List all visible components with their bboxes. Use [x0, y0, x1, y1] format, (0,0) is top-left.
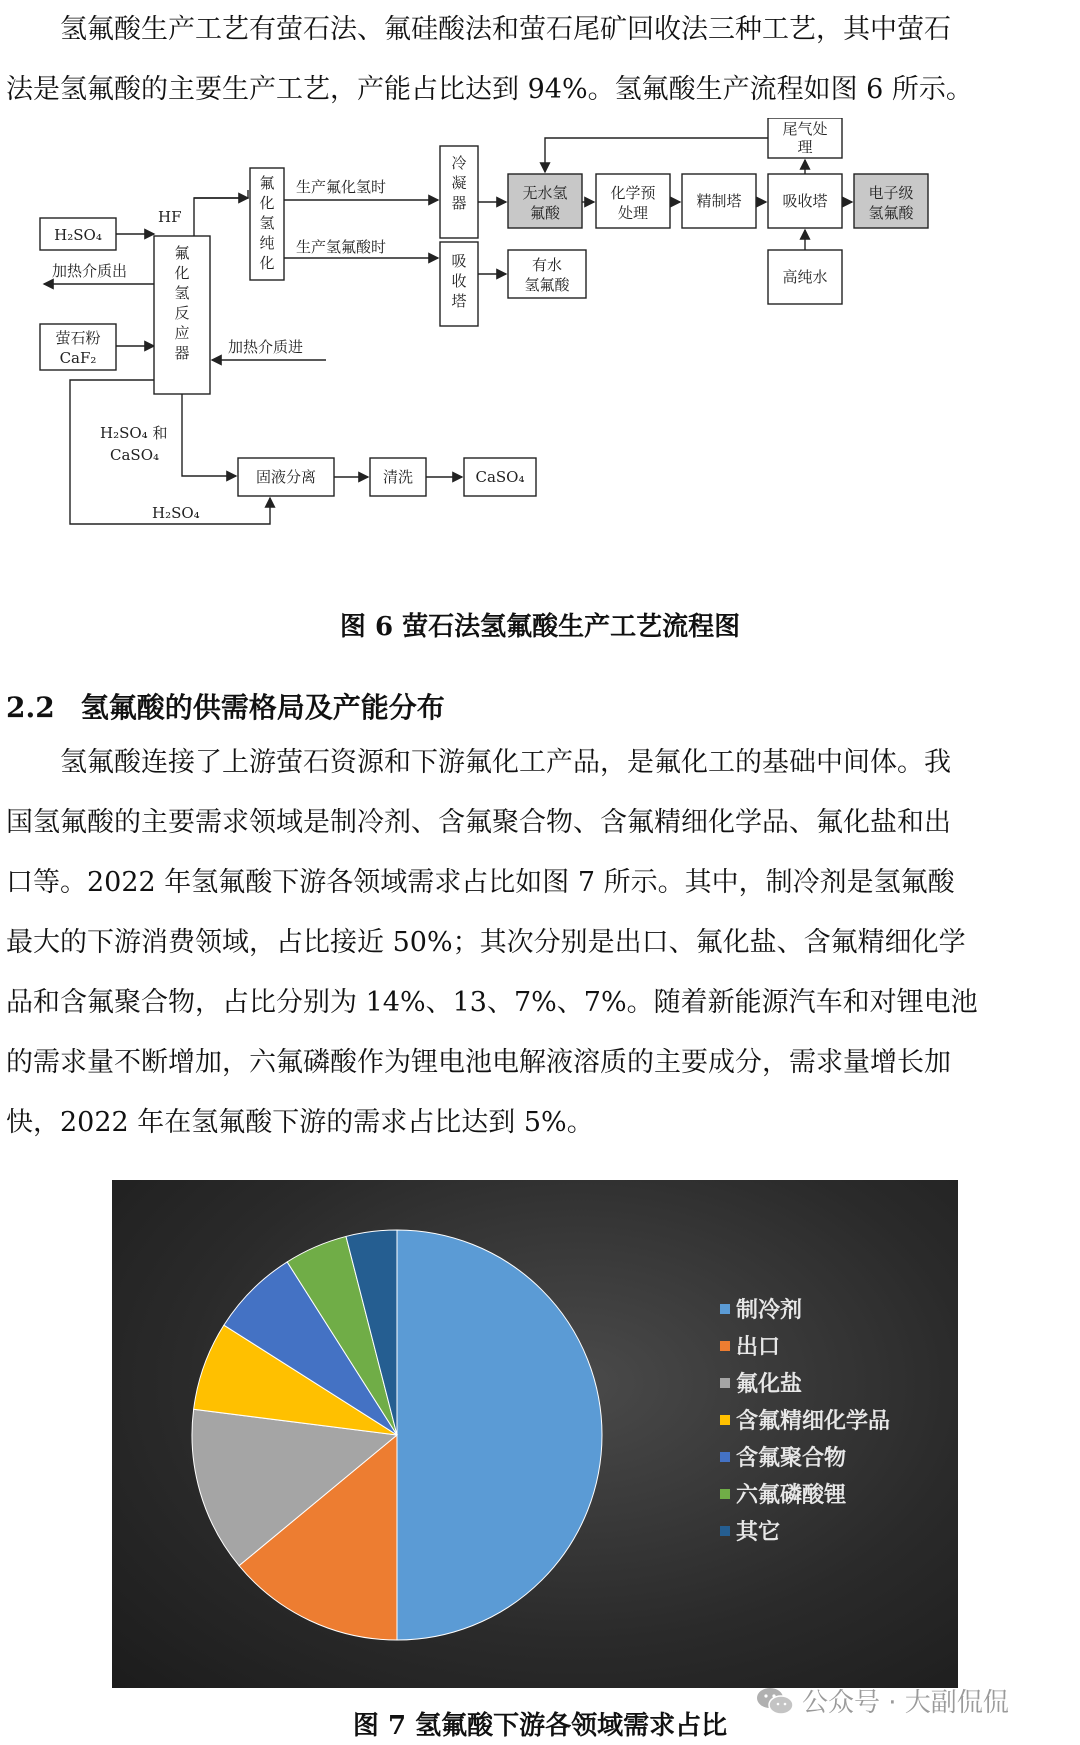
anhydrous-label-2: 氟酸	[529, 204, 561, 222]
figure6-flowchart	[30, 118, 930, 538]
fluorite-label-2: CaF₂	[59, 349, 97, 367]
absorber1-char-2: 收	[451, 272, 467, 290]
reactor-char-4: 反	[174, 304, 190, 322]
supply-line-4: 最大的下游消费领域，占比接近 50%；其次分别是出口、氟化盐、含氟精细化学	[6, 927, 966, 958]
wechat-icon	[756, 1686, 794, 1716]
pie-slice-0	[397, 1230, 602, 1640]
separation-label: 固液分离	[255, 468, 317, 486]
condenser-char-1: 冷	[451, 154, 467, 172]
reactor-char-6: 器	[174, 344, 190, 362]
legend-label-3: 含氟精细化学品	[736, 1409, 891, 1434]
produce-hf-label: 生产氟化氢时	[296, 178, 387, 196]
pretreat-label-1: 化学预	[610, 184, 656, 202]
absorber2-label: 吸收塔	[782, 192, 828, 210]
purewater-label: 高纯水	[782, 268, 828, 286]
absorber1-char-3: 塔	[451, 292, 467, 310]
legend-swatch-0	[720, 1304, 730, 1314]
condenser-char-3: 器	[451, 194, 467, 212]
h2so4-caso4-label-2: CaSO₄	[110, 446, 160, 464]
legend-swatch-4	[720, 1452, 730, 1462]
legend-swatch-3	[720, 1415, 730, 1425]
rectifier-label: 精制塔	[696, 192, 742, 210]
heat-out-label: 加热介质出	[52, 262, 128, 280]
supply-line-3: 口等。2022 年氢氟酸下游各领域需求占比如图 7 所示。其中，制冷剂是氢氟酸	[6, 867, 955, 898]
tailgas-label-2: 理	[797, 138, 813, 156]
absorber1-char-1: 吸	[451, 252, 467, 270]
fluorite-label-1: 萤石粉	[55, 329, 101, 347]
supply-line-7: 快，2022 年在氢氟酸下游的需求占比达到 5%。	[6, 1107, 594, 1138]
condenser-char-2: 凝	[451, 174, 467, 192]
produce-acid-label: 生产氢氟酸时	[296, 238, 387, 256]
supply-line-6: 的需求量不断增加，六氟磷酸作为锂电池电解液溶质的主要成分，需求量增长加	[6, 1047, 951, 1078]
pie-chart-panel	[112, 1180, 958, 1688]
intro-line-1: 氢氟酸生产工艺有萤石法、氟硅酸法和萤石尾矿回收法三种工艺，其中萤石	[60, 14, 951, 45]
legend-item-5	[720, 1475, 890, 1512]
wash-label: 清洗	[382, 468, 414, 486]
purifier-char-3: 氢	[259, 214, 275, 232]
section-number: 2.2	[6, 691, 55, 724]
watermark	[756, 1682, 1009, 1719]
reactor-char-1: 氟	[174, 244, 190, 262]
h2so4-input-label: H₂SO₄	[54, 226, 102, 244]
legend-label-4: 含氟聚合物	[736, 1446, 847, 1471]
pretreat-label-2: 处理	[617, 204, 649, 222]
legend-swatch-2	[720, 1378, 730, 1388]
legend-label-2: 氟化盐	[736, 1372, 803, 1397]
section-heading	[6, 686, 445, 726]
legend-label-1: 出口	[736, 1335, 781, 1360]
supply-paragraph	[6, 733, 1072, 1153]
h2so4-caso4-label-1: H₂SO₄ 和	[100, 424, 168, 442]
figure6-caption: 图 6 萤石法氢氟酸生产工艺流程图	[339, 612, 741, 642]
pie-legend	[720, 1290, 890, 1549]
caso4-label: CaSO₄	[475, 468, 525, 486]
reactor-char-3: 氢	[174, 284, 190, 302]
supply-line-1: 氢氟酸连接了上游萤石资源和下游氟化工产品，是氟化工的基础中间体。我	[60, 747, 951, 778]
purifier-char-5: 化	[259, 254, 275, 272]
anhydrous-label-1: 无水氢	[522, 184, 568, 202]
legend-item-6	[720, 1512, 890, 1549]
figure7-caption: 图 7 氢氟酸下游各领域需求占比	[352, 1711, 728, 1741]
legend-item-2	[720, 1364, 890, 1401]
section-title: 氢氟酸的供需格局及产能分布	[80, 691, 445, 724]
legend-item-0	[720, 1290, 890, 1327]
legend-swatch-1	[720, 1341, 730, 1351]
legend-swatch-6	[720, 1526, 730, 1536]
intro-line-2: 法是氢氟酸的主要生产工艺，产能占比达到 94%。氢氟酸生产流程如图 6 所示。	[6, 74, 973, 105]
intro-paragraph	[6, 0, 1072, 120]
legend-label-0: 制冷剂	[736, 1298, 803, 1323]
tailgas-label-1: 尾气处	[782, 120, 828, 138]
supply-line-5: 品和含氟聚合物，占比分别为 14%、13、7%、7%。随着新能源汽车和对锂电池	[6, 987, 978, 1018]
legend-label-6: 其它	[736, 1520, 781, 1545]
electronic-label-2: 氢氟酸	[868, 204, 914, 222]
legend-item-4	[720, 1438, 890, 1475]
legend-item-1	[720, 1327, 890, 1364]
aqueous-label-1: 有水	[531, 256, 563, 274]
hf-label: HF	[158, 208, 182, 226]
legend-label-5: 六氟磷酸锂	[736, 1483, 847, 1508]
reactor-char-5: 应	[174, 324, 190, 342]
electronic-label-1: 电子级	[868, 184, 914, 202]
aqueous-label-2: 氢氟酸	[524, 276, 570, 294]
purifier-char-2: 化	[259, 194, 275, 212]
purifier-char-4: 纯	[259, 234, 275, 252]
supply-line-2: 国氢氟酸的主要需求领域是制冷剂、含氟聚合物、含氟精细化学品、氟化盐和出	[6, 807, 951, 838]
legend-item-3	[720, 1401, 890, 1438]
legend-swatch-5	[720, 1489, 730, 1499]
reactor-char-2: 化	[174, 264, 190, 282]
heat-in-label: 加热介质进	[228, 338, 304, 356]
h2so4-return-label: H₂SO₄	[152, 504, 200, 522]
purifier-char-1: 氟	[259, 174, 275, 192]
watermark-text: 公众号 · 大副侃侃	[802, 1688, 1009, 1718]
